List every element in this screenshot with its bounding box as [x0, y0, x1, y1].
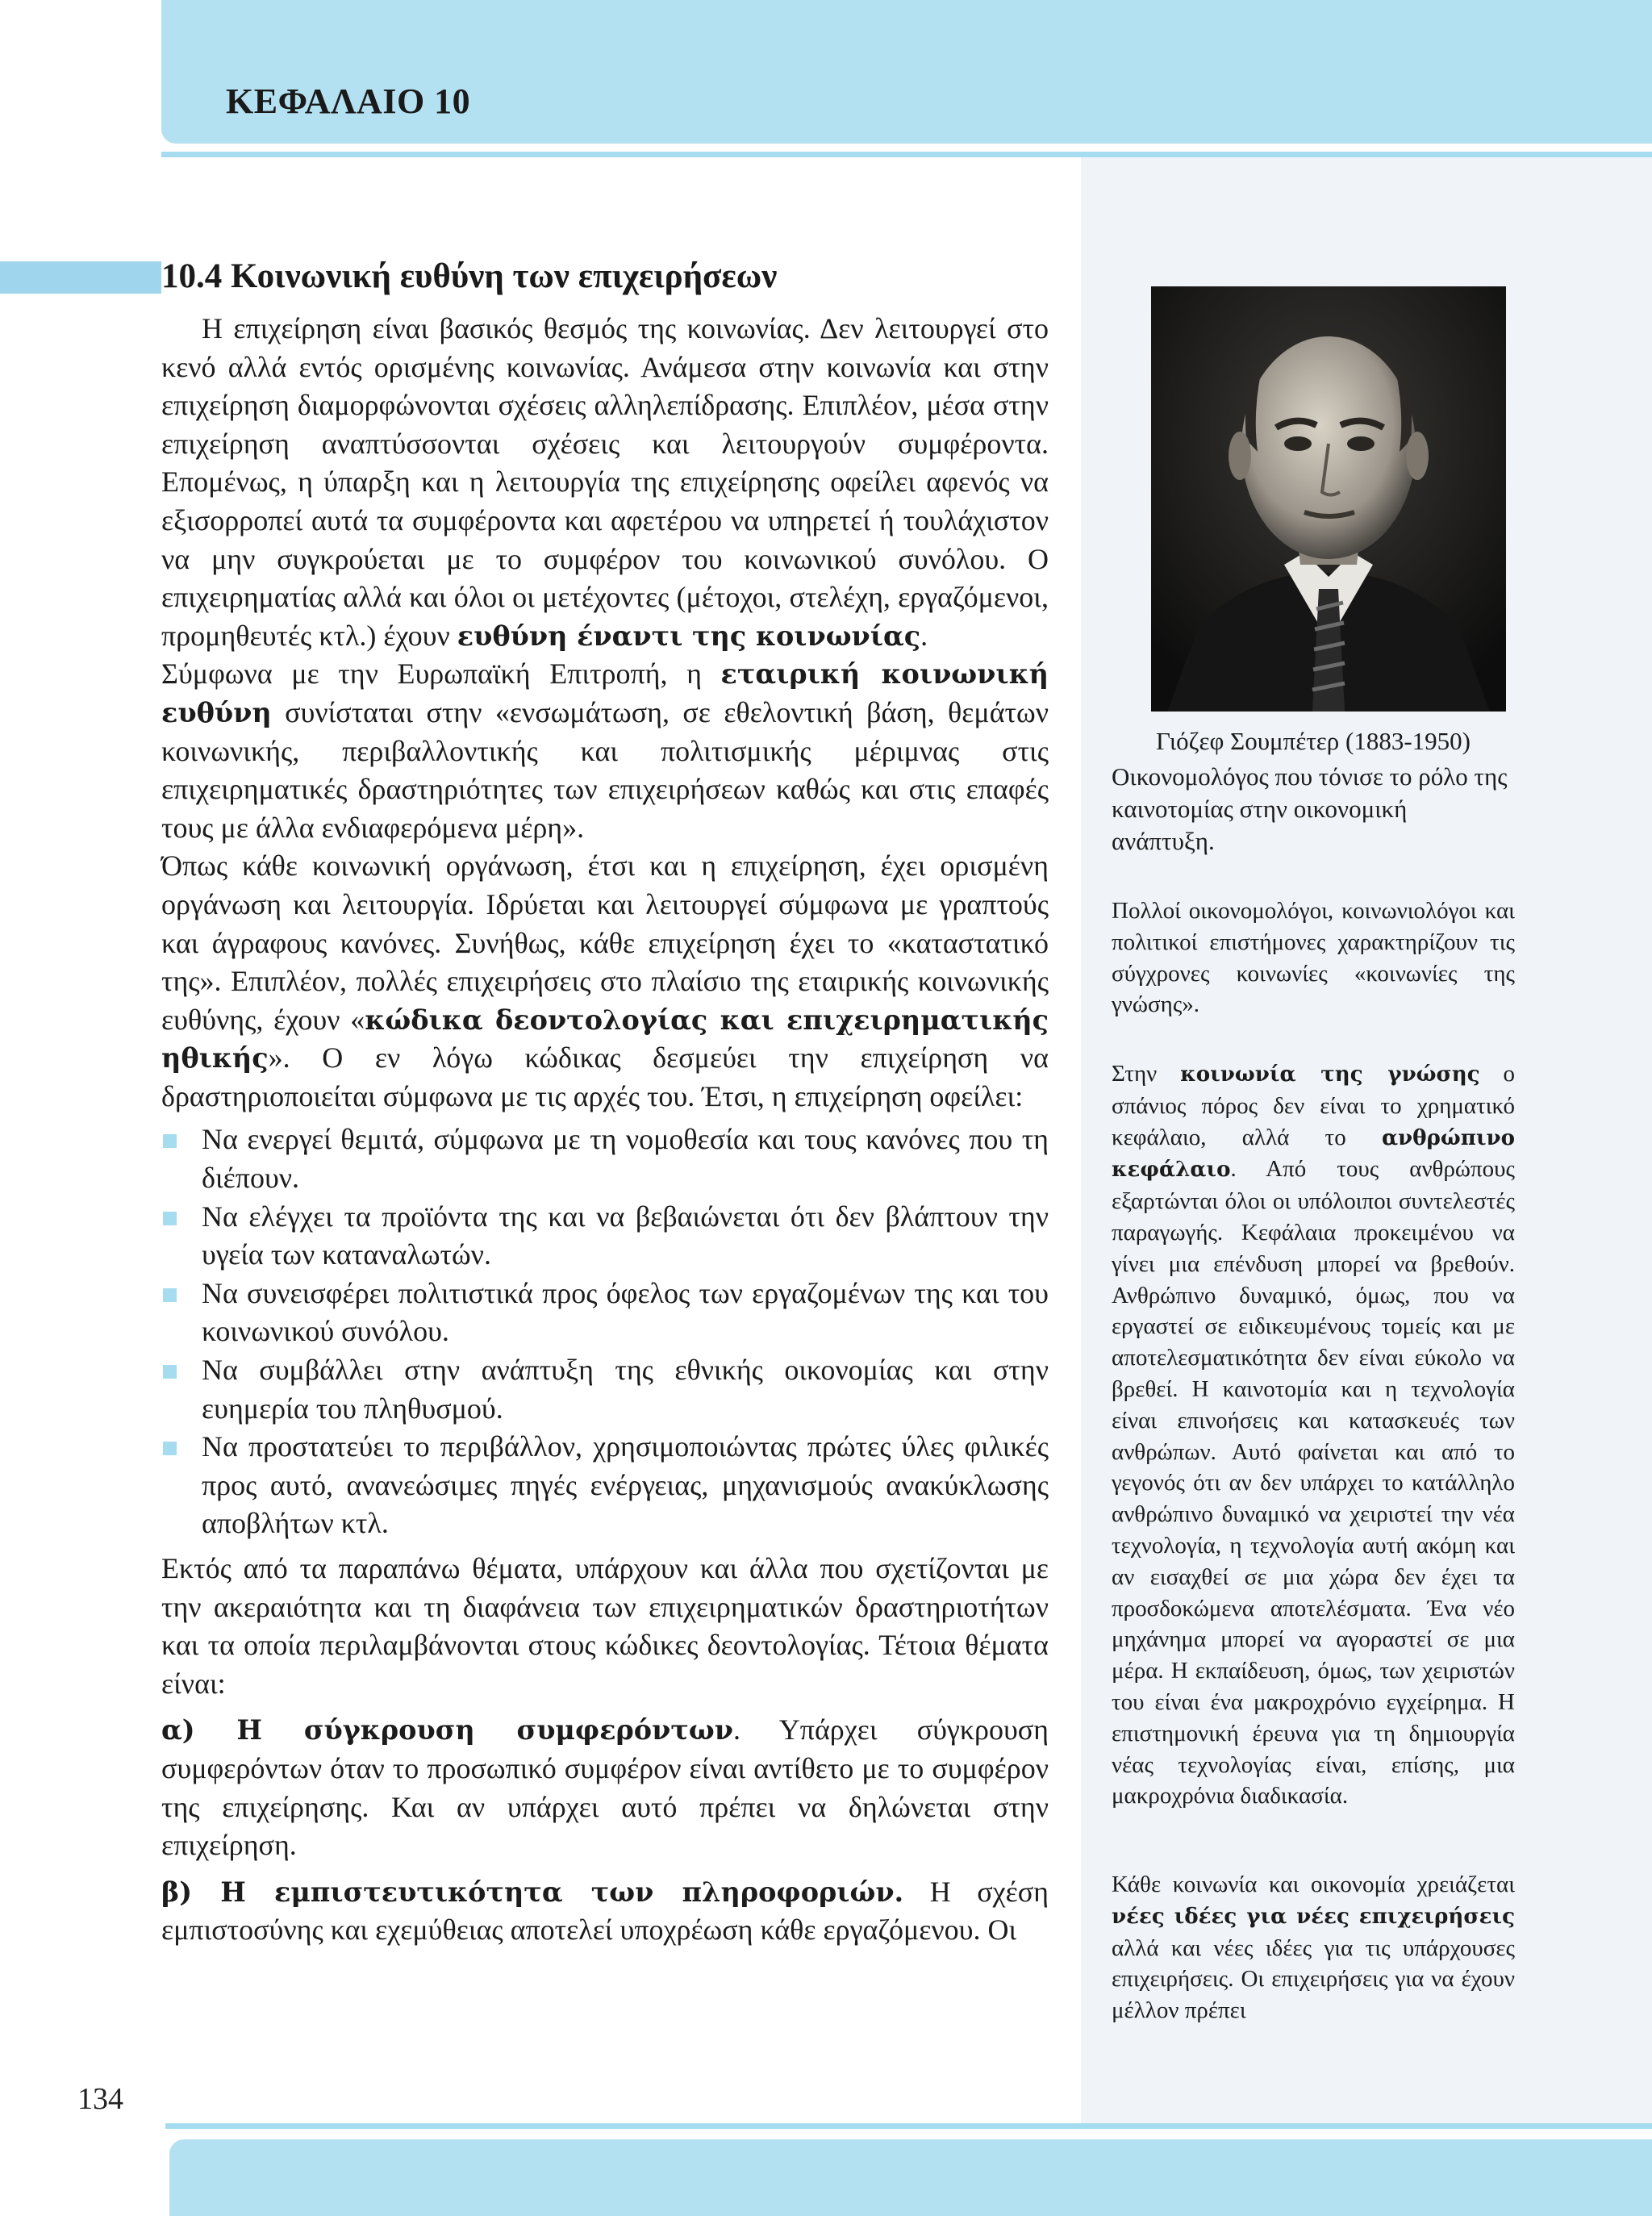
section-marker [0, 261, 161, 294]
list-item-text: Να συνεισφέρει πολιτιστικά προς όφελος των εργαζομένων της και του κοινωνικού συνόλου. [202, 1276, 1049, 1348]
section-title: 10.4 Κοινωνική ευθύνη των επιχειρήσεων [161, 257, 778, 295]
paragraph-text: Σύμφωνα με την Ευρωπαϊκή Επιτροπή, η [161, 657, 721, 691]
header-rule [161, 152, 1652, 157]
paragraph-text: συνίσταται στην «ενσωμάτωση, σε εθελοντική βάση, θεμάτων κοινωνικής, περιβαλλοντικής και πολιτισμικής μέριμνας στις επιχειρηματικές δραστηριότητες των επιχειρήσεων καθώς και στις επαφές τους με άλλα ενδιαφερόμενα μέρη». [161, 695, 1049, 844]
footer-band [169, 2139, 1652, 2216]
emphasis-text: β) Η εμπιστευτικότητα των πληροφοριών. [161, 1876, 904, 1908]
paragraph-other-issues: Εκτός από τα παραπάνω θέματα, υπάρχουν και άλλα που σχετίζονται με την ακεραιότητα και τη διαφάνεια των επιχειρηματικών δραστηριοτήτων και τα οποία περιλαμβάνονται στους κώδικες δεοντολογίας. Τέτοια θέματα είναι: [161, 1552, 1049, 1700]
note-text: Στην [1112, 1061, 1181, 1087]
portrait-illustration [1151, 286, 1506, 712]
chapter-title: ΚΕΦΑΛΑΙΟ 10 [226, 81, 471, 121]
emphasis-text: νέες ιδέες για νέες επιχειρήσεις [1112, 1903, 1515, 1929]
note-text: . Από τους ανθρώπους εξαρτώνται όλοι οι υπόλοιποι συντελεστές παραγωγής. Κεφάλαια προκειμένου να γίνει μια επένδυση μπορεί να βρεθούν. Ανθρώπινο δυναμικό, όμως, που να εργαστεί σε ειδικευμένους τομείς και με αποτελεσματικότητα δεν είναι εύκολο να βρεθεί. Η καινοτομία και η τεχνολογία είναι επινοήσεις και κατασκευές των ανθρώπων. Αυτό φαίνεται και από το γεγονός ότι αν δεν υπάρχει το κατάλληλο ανθρώπινο δυναμικό να χειριστεί την νέα τεχνολογία, η τεχνολογία αυτή ακόμη και αν εισαχθεί σε μια χώρα δεν έχει τα προσδοκώμενα αποτελέσματα. Ένα νέο μηχάνημα μπορεί να αγοραστεί σε μια μέρα. Η εκπαίδευση, όμως, των χειριστών του είναι ένα μακροχρόνιο εγχείρημα. Η επιστημονική έρευνα για τη δημιουργία νέας τεχνολογίας είναι, επίσης, μια μακροχρόνια διαδικασία. [1112, 1156, 1515, 1809]
page-number: 134 [77, 2082, 123, 2116]
emphasis-text: εταιρική κοινωνική ευθύνη [161, 658, 1049, 728]
paragraph-text: Όπως κάθε κοινωνική οργάνωση, έτσι και η επιχείρηση, έχει ορισμένη οργάνωση και λειτουργία. Ιδρύεται και λειτουργεί σύμφωνα με γραπτούς και άγραφους κανόνες. Συνήθως, κάθε επιχείρηση έχει το «καταστατικό της». Επιπλέον, πολλές επιχειρήσεις στο πλαίσιο της εταιρικής κοινωνικής ευθύνης, έχουν « [161, 849, 1049, 1036]
emphasis-text: κοινωνία της γνώσης [1180, 1062, 1480, 1087]
list-item-text: Να ελέγχει τα προϊόντα της και να βεβαιώνεται ότι δεν βλάπτουν την υγεία των καταναλωτών. [202, 1200, 1049, 1271]
sidebar-note-knowledge-societies: Πολλοί οικονομολόγοι, κοινωνιολόγοι και πολιτικοί επιστήμονες χαρακτηρίζουν τις σύγχρονες κοινωνίες «κοινωνίες της γνώσης». [1112, 898, 1515, 1018]
note-text: Κάθε κοινωνία και οικονομία χρειάζεται [1112, 1872, 1515, 1897]
list-item [161, 1275, 1049, 1351]
paragraph-confidentiality [161, 1873, 1049, 1950]
square-bullet-icon [163, 1134, 177, 1148]
emphasis-text: ευθύνη έναντι της κοινωνίας [457, 620, 921, 652]
list-item-text: Να συμβάλλει στην ανάπτυξη της εθνικής οικονομίας και στην ευημερία του πληθυσμού. [202, 1354, 1049, 1425]
square-bullet-icon [163, 1212, 177, 1225]
list-item [161, 1121, 1049, 1197]
emphasis-text: κώδικα δεοντολογίας και επιχειρηματικής ηθικής [161, 1004, 1049, 1075]
square-bullet-icon [163, 1365, 177, 1379]
paragraph-intro [161, 310, 1049, 655]
paragraph-text: ». Ο εν λόγω κώδικας δεσμεύει την επιχείρηση να δραστηριοποιείται σύμφωνα με τις αρχές του. Έτσι, η επιχείρηση οφείλει: [161, 1041, 1049, 1112]
footer-rule [165, 2123, 1652, 2129]
list-item [161, 1428, 1049, 1543]
paragraph-text: . [920, 619, 928, 652]
paragraph-text: . Υπάρχει σύγκρουση συμφερόντων όταν το προσωπικό συμφέρον είναι αντίθετο με το συμφέρον της επιχείρησης. Και αν υπάρχει αυτό πρέπει να δηλώνεται στην επιχείρηση. [161, 1713, 1049, 1862]
paragraph-text: Η επιχείρηση είναι βασικός θεσμός της κοινωνίας. Δεν λειτουργεί στο κενό αλλά εντός ορισμένης κοινωνίας. Ανάμεσα στην κοινωνία και στην επιχείρηση διαμορφώνονται σχέσεις αλληλεπίδρασης. Επιπλέον, μέσα στην επιχείρηση αναπτύσσονται σχέσεις και λειτουργούν συμφέροντα. Επομένως, η ύπαρξη και η λειτουργία της επιχείρησης οφείλει αφενός να εξισορροπεί αυτά τα συμφέροντα και αφετέρου να υπηρετεί ή τουλάχιστον να μην συγκρούεται με το συμφέρον του κοινωνικού συνόλου. Ο επιχειρηματίας αλλά και όλοι οι μετέχοντες (μέτοχοι, στελέχη, εργαζόμενοι, προμηθευτές κτλ.) έχουν [161, 312, 1049, 652]
paragraph-conflict-of-interest [161, 1711, 1049, 1864]
emphasis-text: α) Η σύγκρουση συμφερόντων [161, 1714, 733, 1747]
list-item [161, 1351, 1049, 1428]
note-text: ο σπάνιος πόρος δεν είναι το χρηματικό κεφάλαιο, αλλά το [1112, 1061, 1515, 1150]
obligations-list [161, 1121, 1049, 1543]
square-bullet-icon [163, 1442, 177, 1455]
sidebar-note-new-ideas [1112, 1869, 1515, 2026]
note-text: αλλά και νέες ιδέες για τις υπάρχουσες επιχειρήσεις. Οι επιχειρήσεις για να έχουν μέλλον πρέπει [1112, 1934, 1515, 2024]
header-band [161, 0, 1652, 144]
paragraph-code-of-conduct [161, 847, 1049, 1116]
portrait-caption [1112, 725, 1515, 858]
caption-text: Οικονομολόγος που τόνισε το ρόλο της καινοτομίας στην οικονομική ανάπτυξη. [1112, 762, 1508, 855]
paragraph-text: Η σχέση εμπιστοσύνης και εχεμύθειας αποτελεί υποχρέωση κάθε εργαζόμενου. Οι [161, 1875, 1049, 1947]
main-text [161, 310, 1049, 1950]
list-item-text: Να ενεργεί θεμιτά, σύμφωνα με τη νομοθεσία και τους κανόνες που τη διέπουν. [202, 1123, 1049, 1195]
list-item-text: Να προστατεύει το περιβάλλον, χρησιμοποιώντας πρώτες ύλες φιλικές προς αυτό, ανανεώσιμες πηγές ενέργειας, μηχανισμούς ανακύκλωσης αποβλήτων κτλ. [202, 1430, 1049, 1540]
square-bullet-icon [163, 1288, 177, 1302]
paragraph-csr-definition [161, 655, 1049, 847]
sidebar-note-human-capital [1112, 1058, 1515, 1812]
caption-name: Γιόζεφ Σουμπέτερ (1883-1950) [1155, 727, 1471, 755]
list-item [161, 1198, 1049, 1275]
portrait-photo [1151, 286, 1506, 712]
emphasis-text: ανθρώπινο κεφάλαιο [1112, 1125, 1515, 1183]
